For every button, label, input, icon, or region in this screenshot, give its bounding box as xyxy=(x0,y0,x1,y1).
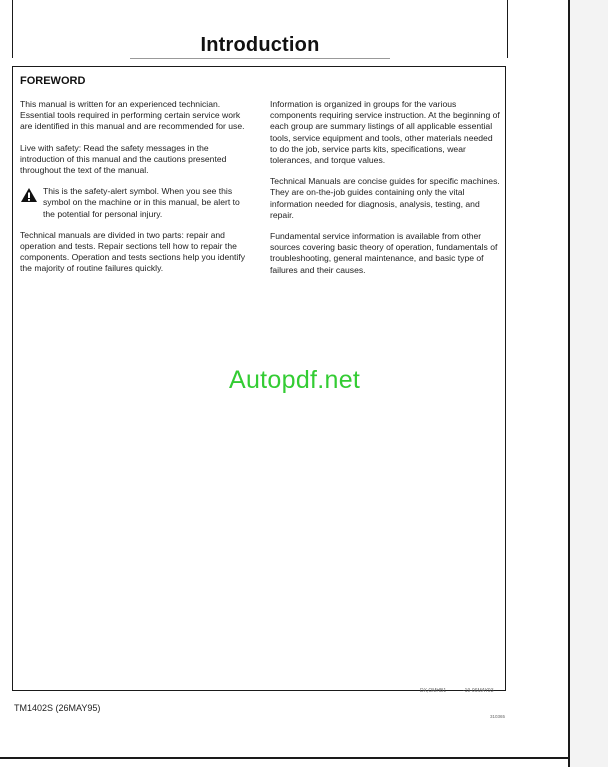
page-edge-bottom xyxy=(0,757,570,759)
section-title: FOREWORD xyxy=(20,75,86,87)
watermark: Autopdf.net xyxy=(229,366,361,394)
paragraph: Technical manuals are divided in two parts: repair and operation and tests. Repair sections tell how to repair the components. Operation and tests sections help you identify the majority of routine failures quickly. xyxy=(20,229,246,274)
page-edge-right xyxy=(568,0,570,767)
paragraph: Live with safety: Read the safety messages in the introduction of this manual and the cautions presented throughout the text of the manual. xyxy=(20,142,227,176)
page-code: 310365 xyxy=(490,714,506,719)
doc-date-code: -19-06MAY93 xyxy=(463,688,494,694)
paragraph: This manual is written for an experienced technician. Essential tools required in performing certain service work are identified in this manual and are recommended for use. xyxy=(20,99,245,132)
right-column xyxy=(270,99,500,286)
paragraph: Information is organized in groups for the various components requiring service instruction. At the beginning of each group are summary listings of all applicable essential tools, service equipment and tools, other materials needed to do the job, service parts kits, specifications, wear tolerances, and torque values. xyxy=(270,99,500,166)
warning-triangle-icon xyxy=(20,187,38,203)
paragraph: Technical Manuals are concise guides for specific machines. They are on-the-job guides containing only the vital information needed for diagnosis, analysis, testing, and repair. xyxy=(270,176,500,220)
page-edge-shadow xyxy=(570,0,608,767)
doc-code: DX,OMHB1 xyxy=(420,688,447,694)
page-title: Introduction xyxy=(200,34,320,56)
left-column xyxy=(20,99,252,285)
safety-alert-text: This is the safety-alert symbol. When you see this symbol on the machine or in this manual, be alert to the potential for personal injury. xyxy=(43,186,240,219)
manual-id: TM1402S (26MAY95) xyxy=(14,703,101,713)
safety-alert-note xyxy=(20,186,252,220)
paragraph: Fundamental service information is available from other sources covering basic theory of operation, fundamentals of troubleshooting, general maintenance, and basic type of failures and their causes. xyxy=(270,231,498,275)
title-underline xyxy=(130,58,390,59)
